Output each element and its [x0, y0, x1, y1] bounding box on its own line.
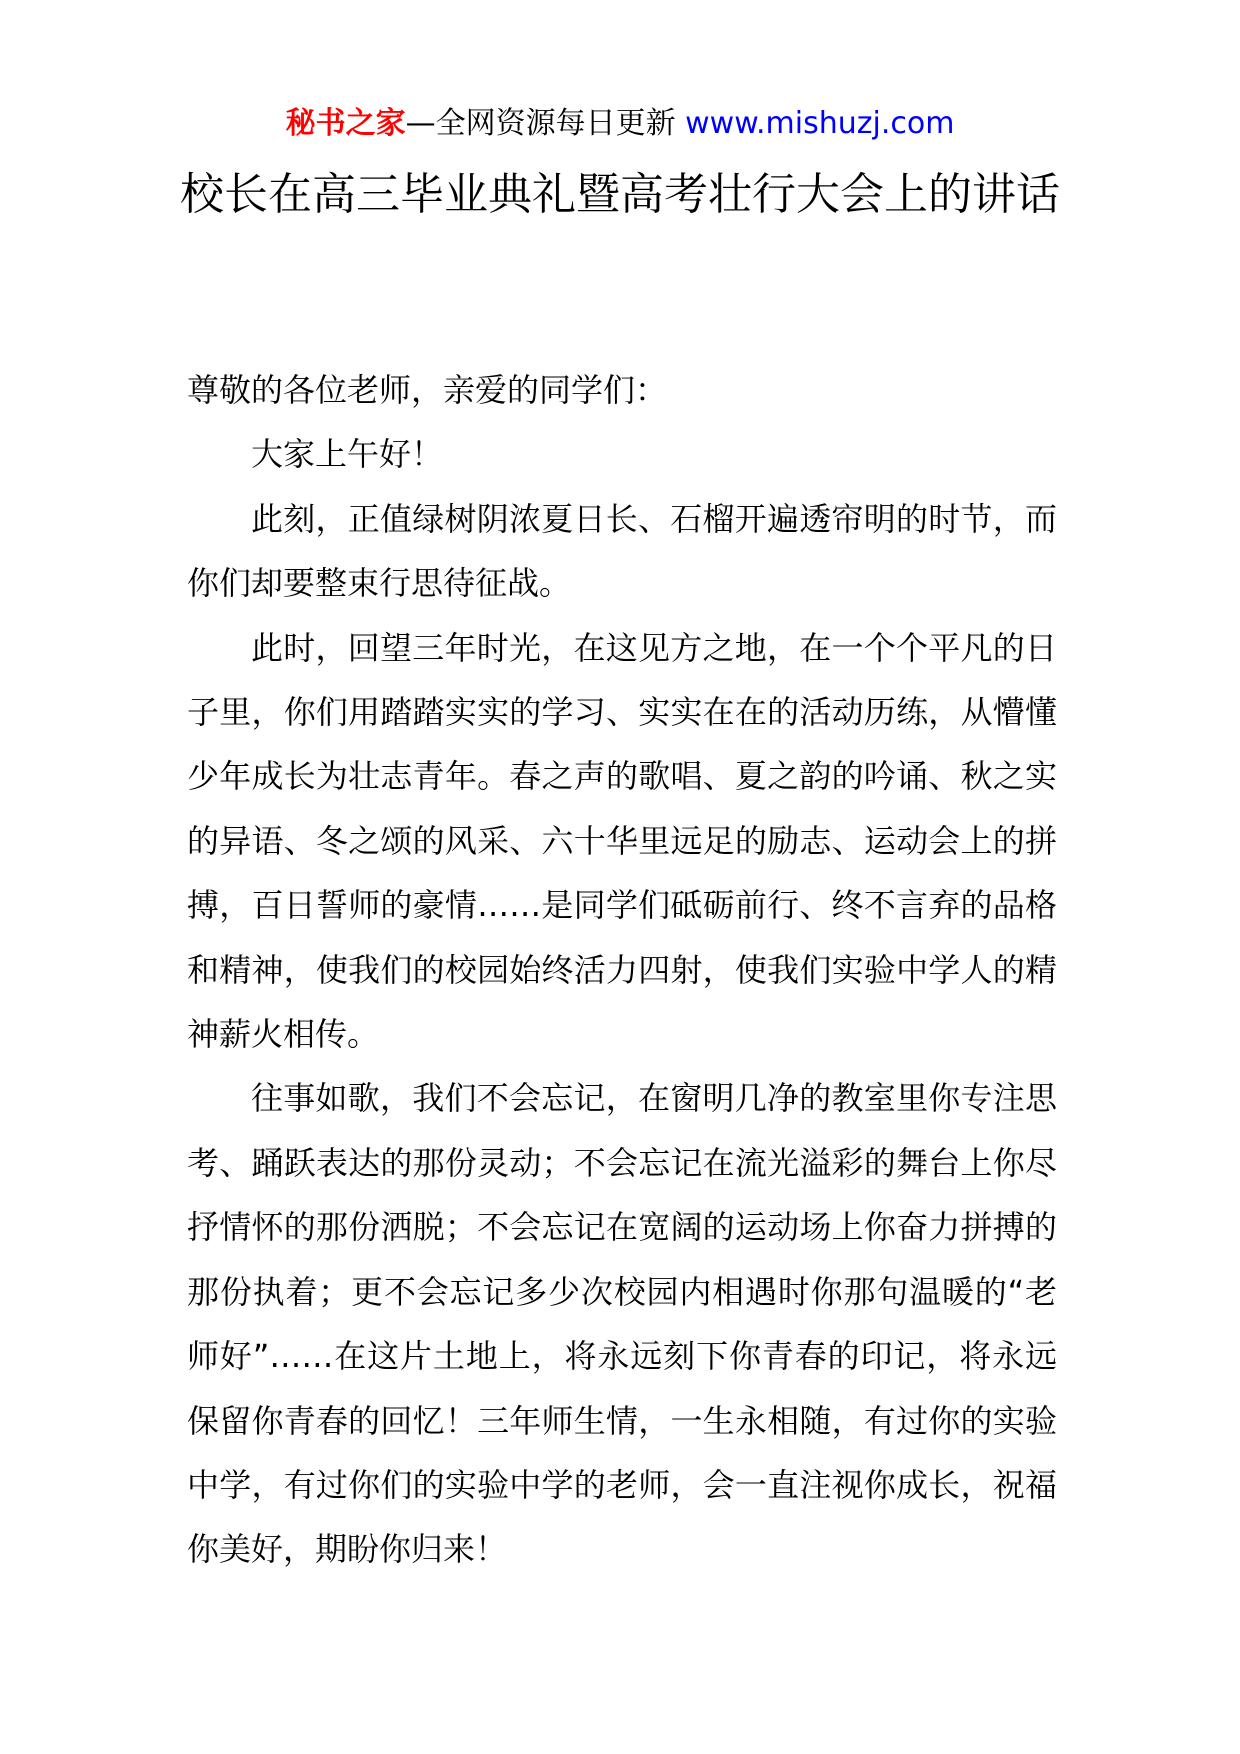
site-brand: 秘书之家	[285, 106, 406, 141]
site-slogan: —全网资源每日更新	[405, 106, 676, 141]
site-url-link[interactable]: www.mishuzj.com	[685, 106, 955, 141]
document-title: 校长在高三毕业典礼暨高考壮行大会上的讲话	[180, 169, 1060, 220]
paragraph: 此时，回望三年时光，在这见方之地，在一个个平凡的日子里，你们用踏踏实实的学习、实实在在的活动历练，从懵懂少年成长为壮志青年。春之声的歌唱、夏之韵的吟诵、秋之实的异语、冬之颂的风采、六十华里远足的励志、运动会上的拼搏，百日誓师的豪情……是同学们砥砺前行、终不言弃的品格和精神，使我们的校园始终活力四射，使我们实验中学人的精神薪火相传。	[187, 628, 1057, 1054]
paragraph: 此刻，正值绿树阴浓夏日长、石榴开遍透帘明的时节，而你们却要整束行思待征战。	[187, 499, 1057, 603]
paragraph: 大家上午好！	[251, 435, 444, 474]
site-header	[0, 100, 1240, 148]
salutation: 尊敬的各位老师，亲爱的同学们：	[187, 371, 668, 409]
document-body	[187, 358, 1057, 1582]
paragraph: 往事如歌，我们不会忘记，在窗明几净的教室里你专注思考、踊跃表达的那份灵动；不会忘记在流光溢彩的舞台上你尽抒情怀的那份洒脱；不会忘记在宽阔的运动场上你奋力拼搏的那份执着；更不会忘记多少次校园内相遇时你那句温暖的“老师好”……在这片土地上，将永远刻下你青春的印记，将永远保留你青春的回忆！三年师生情，一生永相随，有过你的实验中学，有过你们的实验中学的老师，会一直注视你成长，祝福你美好，期盼你归来！	[187, 1079, 1057, 1569]
